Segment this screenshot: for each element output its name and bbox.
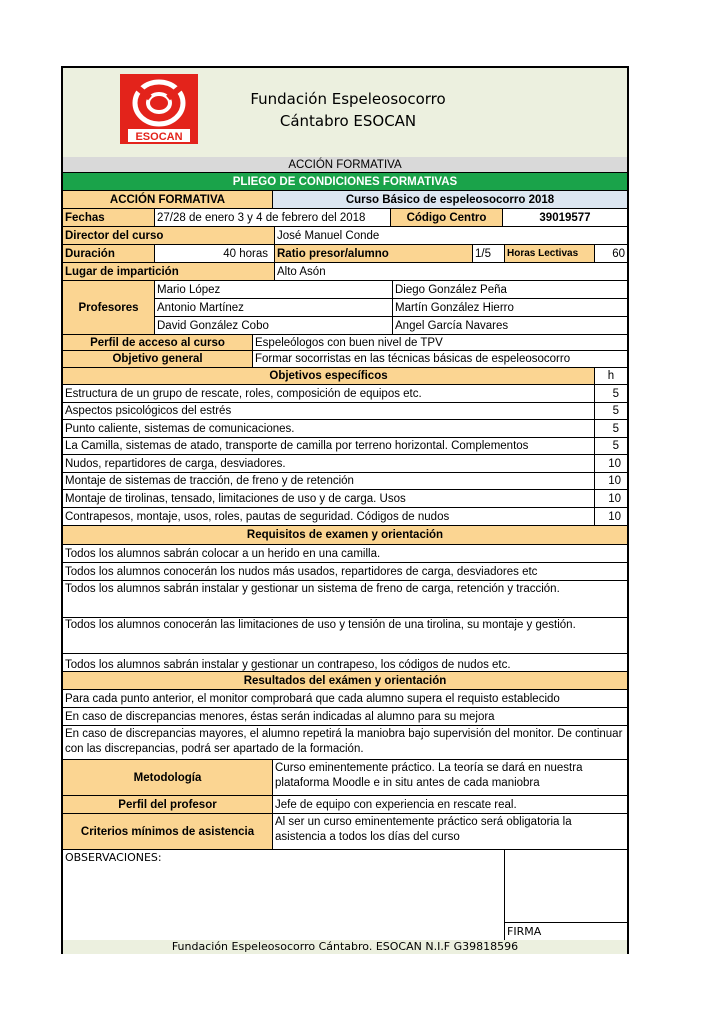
- perfil-profesor-value: Jefe de equipo con experiencia en rescate real.: [275, 798, 517, 811]
- profesor-name: Mario López: [155, 281, 393, 298]
- profesores-row: [63, 281, 627, 335]
- requisitos-label: Requisitos de examen y orientación: [246, 529, 444, 541]
- objetivo-text: Estructura de un grupo de rescate, roles, composición de equipos etc.: [63, 385, 595, 402]
- requisito-row: [63, 581, 627, 618]
- duracion-label: Duración: [63, 245, 155, 262]
- section-title-row: [63, 157, 627, 173]
- duracion-value: 40 horas: [155, 245, 275, 262]
- requisito-row: [63, 563, 627, 581]
- firma-area: [505, 850, 627, 940]
- objetivo-text: Montaje de tirolinas, tensado, limitaciones de uso y de carga. Usos: [63, 490, 595, 507]
- accion-row: [63, 191, 627, 209]
- director-label: Director del curso: [63, 227, 275, 244]
- profesor-name: Antonio Martínez: [155, 299, 393, 316]
- resultado-row: [63, 726, 627, 760]
- form-sheet: [61, 66, 629, 954]
- objetivo-hours: 5: [612, 405, 619, 417]
- objetivo-row: [63, 385, 627, 403]
- objetivo-hours: 10: [608, 510, 621, 523]
- accion-value: Curso Básico de espeleosocorro 2018: [273, 191, 627, 208]
- codigo-label: Código Centro: [391, 209, 503, 226]
- objetivos-header-row: [63, 368, 627, 385]
- perfil-acceso-value: Espeleólogos con buen nivel de TPV: [255, 336, 443, 349]
- director-value: José Manuel Conde: [277, 229, 380, 242]
- perfil-profesor-row: [63, 796, 627, 814]
- objetivo-general-value: Formar socorristas en las técnicas básicas de espeleosocorro: [255, 353, 571, 365]
- profesores-grid: [155, 281, 627, 334]
- codigo-value: 39019577: [539, 211, 591, 224]
- hours-column-label: h: [607, 370, 615, 382]
- objetivo-text: Aspectos psicológicos del estrés: [63, 403, 595, 419]
- objetivo-hours: 10: [608, 475, 621, 487]
- fechas-label: Fechas: [63, 209, 155, 226]
- profesor-name: Martín González Hierro: [395, 301, 514, 314]
- banner-row: [63, 173, 627, 191]
- requisito-row: [63, 618, 627, 654]
- objetivo-text: La Camilla, sistemas de atado, transporte de camilla por terreno horizontal. Complementos: [63, 438, 595, 454]
- objetivo-hours: 10: [608, 492, 621, 505]
- perfil-profesor-label: Perfil del profesor: [63, 796, 273, 813]
- objetivo-text: Montaje de sistemas de tracción, de freno y de retención: [63, 473, 595, 489]
- resultado-row: [63, 690, 627, 708]
- fechas-value: 27/28 de enero 3 y 4 de febrero del 2018: [155, 209, 391, 226]
- resultados-header-row: [63, 672, 627, 690]
- profesor-name: Angel García Navares: [395, 319, 509, 332]
- objetivo-hours: 5: [612, 422, 619, 435]
- resultados-label: Resultados del exámen y orientación: [243, 674, 447, 687]
- resultado-text: Para cada punto anterior, el monitor comprobará que cada alumno supera el requisto establecido: [65, 692, 560, 705]
- lugar-row: [63, 263, 627, 281]
- requisito-row: [63, 545, 627, 563]
- ratio-label: Ratio presor/alumno: [275, 245, 473, 262]
- resultado-row: [63, 708, 627, 726]
- lugar-label: Lugar de impartición: [63, 263, 275, 280]
- objetivo-text: Nudos, repartidores de carga, desviadores.: [63, 455, 595, 472]
- objetivo-general-label: Objetivo general: [63, 351, 253, 367]
- requisito-text: Todos los alumnos sabrán colocar a un herido en una camilla.: [65, 547, 381, 560]
- profesor-name: David González Cobo: [155, 317, 393, 334]
- observaciones-row: [63, 850, 627, 940]
- org-line-1: Fundación Espeleosocorro: [250, 90, 446, 108]
- horas-label: Horas Lectivas: [505, 245, 595, 262]
- header: [63, 68, 627, 158]
- objetivo-text: Punto caliente, sistemas de comunicaciones.: [63, 420, 595, 437]
- metodologia-row: [63, 760, 627, 796]
- perfil-acceso-label: Perfil de acceso al curso: [63, 335, 253, 350]
- profesores-line: [155, 281, 627, 299]
- metodologia-value: Curso eminentemente práctico. La teoría se dará en nuestra plataforma Moodle e in situ antes de cada maniobra: [275, 762, 583, 789]
- org-line-2: Cántabro ESOCAN: [279, 112, 417, 130]
- objetivo-hours: 5: [612, 387, 619, 400]
- perfil-acceso-row: [63, 335, 627, 351]
- objetivo-row: [63, 420, 627, 438]
- profesores-line: [155, 317, 627, 334]
- duracion-row: [63, 245, 627, 263]
- profesores-label: Profesores: [63, 281, 155, 334]
- objetivo-row: [63, 455, 627, 473]
- fechas-row: [63, 209, 627, 227]
- objetivo-row: [63, 508, 627, 526]
- requisito-row: [63, 654, 627, 672]
- observaciones-label: OBSERVACIONES:: [63, 850, 505, 940]
- organization-name: [213, 88, 483, 132]
- requisito-text: Todos los alumnos sabrán instalar y gestionar un sistema de freno de carga, retención y tracción.: [65, 583, 560, 595]
- horas-value: 60: [612, 247, 625, 260]
- metodologia-label: Metodología: [63, 760, 273, 795]
- objetivo-hours: 10: [608, 457, 621, 470]
- logo-text: ESOCAN: [135, 131, 183, 143]
- objetivo-general-row: [63, 351, 627, 368]
- esocan-logo: [120, 74, 198, 144]
- objetivo-text: Contrapesos, montaje, usos, roles, pautas de seguridad. Códigos de nudos: [63, 508, 595, 525]
- criterios-value: Al ser un curso eminentemente práctico será obligatoria la asistencia a todos los días del curso: [275, 816, 572, 843]
- lugar-value: Alto Asón: [277, 265, 326, 278]
- profesores-line: [155, 299, 627, 317]
- banner-title: PLIEGO DE CONDICIONES FORMATIVAS: [232, 175, 458, 188]
- requisito-text: Todos los alumnos conocerán las limitaciones de uso y tensión de una tirolina, su montaje y gestión.: [65, 619, 576, 631]
- requisitos-header-row: [63, 526, 627, 545]
- ratio-value: 1/5: [473, 245, 505, 262]
- footer: Fundación Espeleosocorro Cántabro. ESOCAN N.I.F G39818596: [63, 940, 627, 954]
- firma-label: FIRMA: [505, 922, 627, 940]
- objetivo-row: [63, 438, 627, 455]
- objetivos-label: Objetivos específicos: [63, 368, 595, 384]
- objetivo-row: [63, 473, 627, 490]
- criterios-row: [63, 814, 627, 850]
- criterios-label: Criterios mínimos de asistencia: [63, 814, 273, 849]
- profesor-name: Diego González Peña: [395, 283, 507, 296]
- director-row: [63, 227, 627, 245]
- requisito-text: Todos los alumnos conocerán los nudos más usados, repartidores de carga, desviadores etc: [65, 565, 538, 578]
- resultado-text: En caso de discrepancias menores, éstas serán indicadas al alumno para su mejora: [65, 710, 495, 723]
- section-title: ACCIÓN FORMATIVA: [288, 158, 402, 171]
- objetivo-row: [63, 490, 627, 508]
- objetivo-row: [63, 403, 627, 420]
- requisito-text: Todos los alumnos sabrán instalar y gestionar un contrapeso, los códigos de nudos etc.: [65, 659, 511, 671]
- resultado-text: En caso de discrepancias mayores, el alumno repetirá la maniobra bajo supervisión del monitor. De continuar con las discrepancias, podrá ser apartado de la formación.: [65, 728, 623, 755]
- accion-label: ACCIÓN FORMATIVA: [63, 191, 273, 208]
- objetivo-hours: 5: [612, 440, 619, 452]
- logo-emblem-icon: [120, 74, 198, 144]
